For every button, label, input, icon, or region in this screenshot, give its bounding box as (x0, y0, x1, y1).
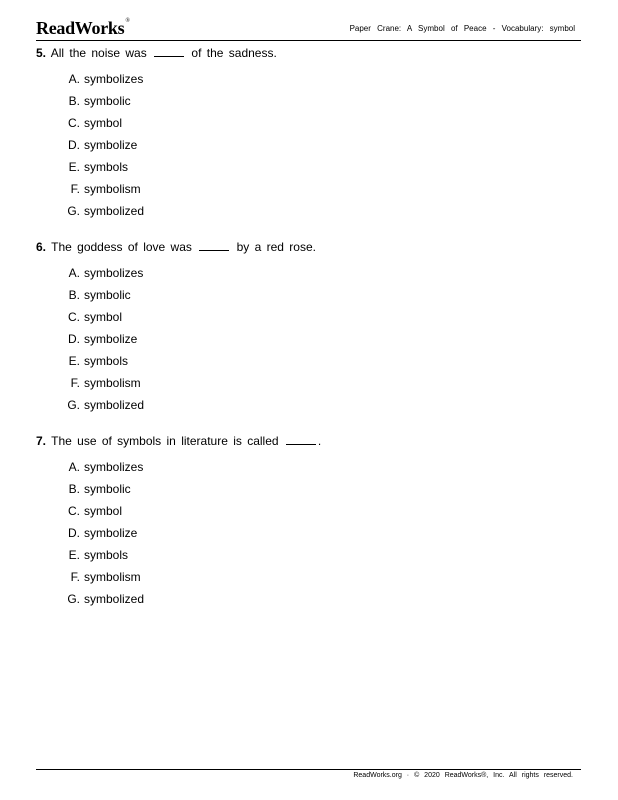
option-text: symbolized (84, 398, 145, 412)
answer-option[interactable] (36, 522, 581, 544)
question-stem (36, 46, 581, 60)
answer-blank (286, 435, 316, 445)
option-letter: D. (68, 526, 80, 540)
answer-option[interactable] (36, 112, 581, 134)
option-letter: E. (68, 354, 80, 368)
option-letter: B. (68, 482, 80, 496)
option-letter: F. (70, 182, 80, 196)
option-letter: B. (68, 288, 80, 302)
option-text: symbolizes (84, 72, 144, 86)
page-header (36, 16, 581, 41)
option-letter: F. (70, 570, 80, 584)
option-text: symbolic (84, 94, 131, 108)
answer-option[interactable] (36, 500, 581, 522)
logo-text: ReadWorks (36, 18, 125, 38)
option-letter: F. (70, 376, 80, 390)
option-letter: E. (68, 160, 80, 174)
option-letter: C. (68, 310, 80, 324)
option-text: symbolic (84, 482, 131, 496)
option-letter: D. (68, 138, 80, 152)
option-letter: A. (68, 266, 80, 280)
option-letter: E. (68, 548, 80, 562)
option-letter: B. (68, 94, 80, 108)
answer-options (36, 456, 581, 610)
option-text: symbolic (84, 288, 131, 302)
question-6 (36, 240, 581, 416)
answer-option[interactable] (36, 456, 581, 478)
answer-option[interactable] (36, 350, 581, 372)
option-text: symbolism (84, 376, 141, 390)
option-letter: C. (68, 504, 80, 518)
option-text: symbol (84, 116, 123, 130)
answer-option[interactable] (36, 262, 581, 284)
option-letter: G. (67, 204, 80, 218)
answer-blank (154, 47, 184, 57)
option-text: symbolized (84, 204, 145, 218)
answer-options (36, 68, 581, 222)
option-text: symbolizes (84, 266, 144, 280)
answer-option[interactable] (36, 588, 581, 610)
option-text: symbol (84, 504, 123, 518)
answer-option[interactable] (36, 284, 581, 306)
stem-text-after: by a red rose. (236, 240, 316, 254)
answer-option[interactable] (36, 544, 581, 566)
option-text: symbolism (84, 570, 141, 584)
question-number: 5. (36, 46, 47, 60)
option-letter: A. (68, 72, 80, 86)
option-text: symbols (84, 160, 129, 174)
readworks-logo (36, 18, 130, 39)
answer-blank (199, 241, 229, 251)
answer-option[interactable] (36, 372, 581, 394)
option-text: symbolized (84, 592, 145, 606)
question-stem (36, 434, 581, 448)
answer-option[interactable] (36, 90, 581, 112)
stem-text-after: . (317, 434, 322, 448)
logo-registered-mark: ® (125, 18, 130, 24)
question-number: 6. (36, 240, 47, 254)
stem-text-before: The use of symbols in literature is called (51, 434, 279, 448)
question-number: 7. (36, 434, 47, 448)
option-letter: A. (68, 460, 80, 474)
option-text: symbolize (84, 332, 138, 346)
option-letter: D. (68, 332, 80, 346)
option-letter: G. (67, 592, 80, 606)
option-text: symbolize (84, 138, 138, 152)
stem-text-after: of the sadness. (191, 46, 277, 60)
stem-text-before: All the noise was (50, 46, 147, 60)
header-title: Paper Crane: A Symbol of Peace - Vocabulary: symbol (349, 24, 575, 33)
answer-option[interactable] (36, 134, 581, 156)
question-stem (36, 240, 581, 254)
answer-option[interactable] (36, 68, 581, 90)
option-text: symbol (84, 310, 123, 324)
answer-option[interactable] (36, 306, 581, 328)
answer-option[interactable] (36, 566, 581, 588)
footer-copyright: ReadWorks.org · © 2020 ReadWorks®, Inc. All rights reserved. (353, 772, 573, 779)
option-text: symbolize (84, 526, 138, 540)
option-text: symbolizes (84, 460, 144, 474)
answer-option[interactable] (36, 156, 581, 178)
answer-option[interactable] (36, 394, 581, 416)
page-footer (36, 769, 581, 779)
option-letter: G. (67, 398, 80, 412)
option-text: symbolism (84, 182, 141, 196)
option-text: symbols (84, 354, 129, 368)
answer-option[interactable] (36, 178, 581, 200)
question-7 (36, 434, 581, 610)
answer-options (36, 262, 581, 416)
answer-option[interactable] (36, 478, 581, 500)
answer-option[interactable] (36, 328, 581, 350)
option-letter: C. (68, 116, 80, 130)
answer-option[interactable] (36, 200, 581, 222)
option-text: symbols (84, 548, 129, 562)
stem-text-before: The goddess of love was (51, 240, 192, 254)
question-5 (36, 46, 581, 222)
